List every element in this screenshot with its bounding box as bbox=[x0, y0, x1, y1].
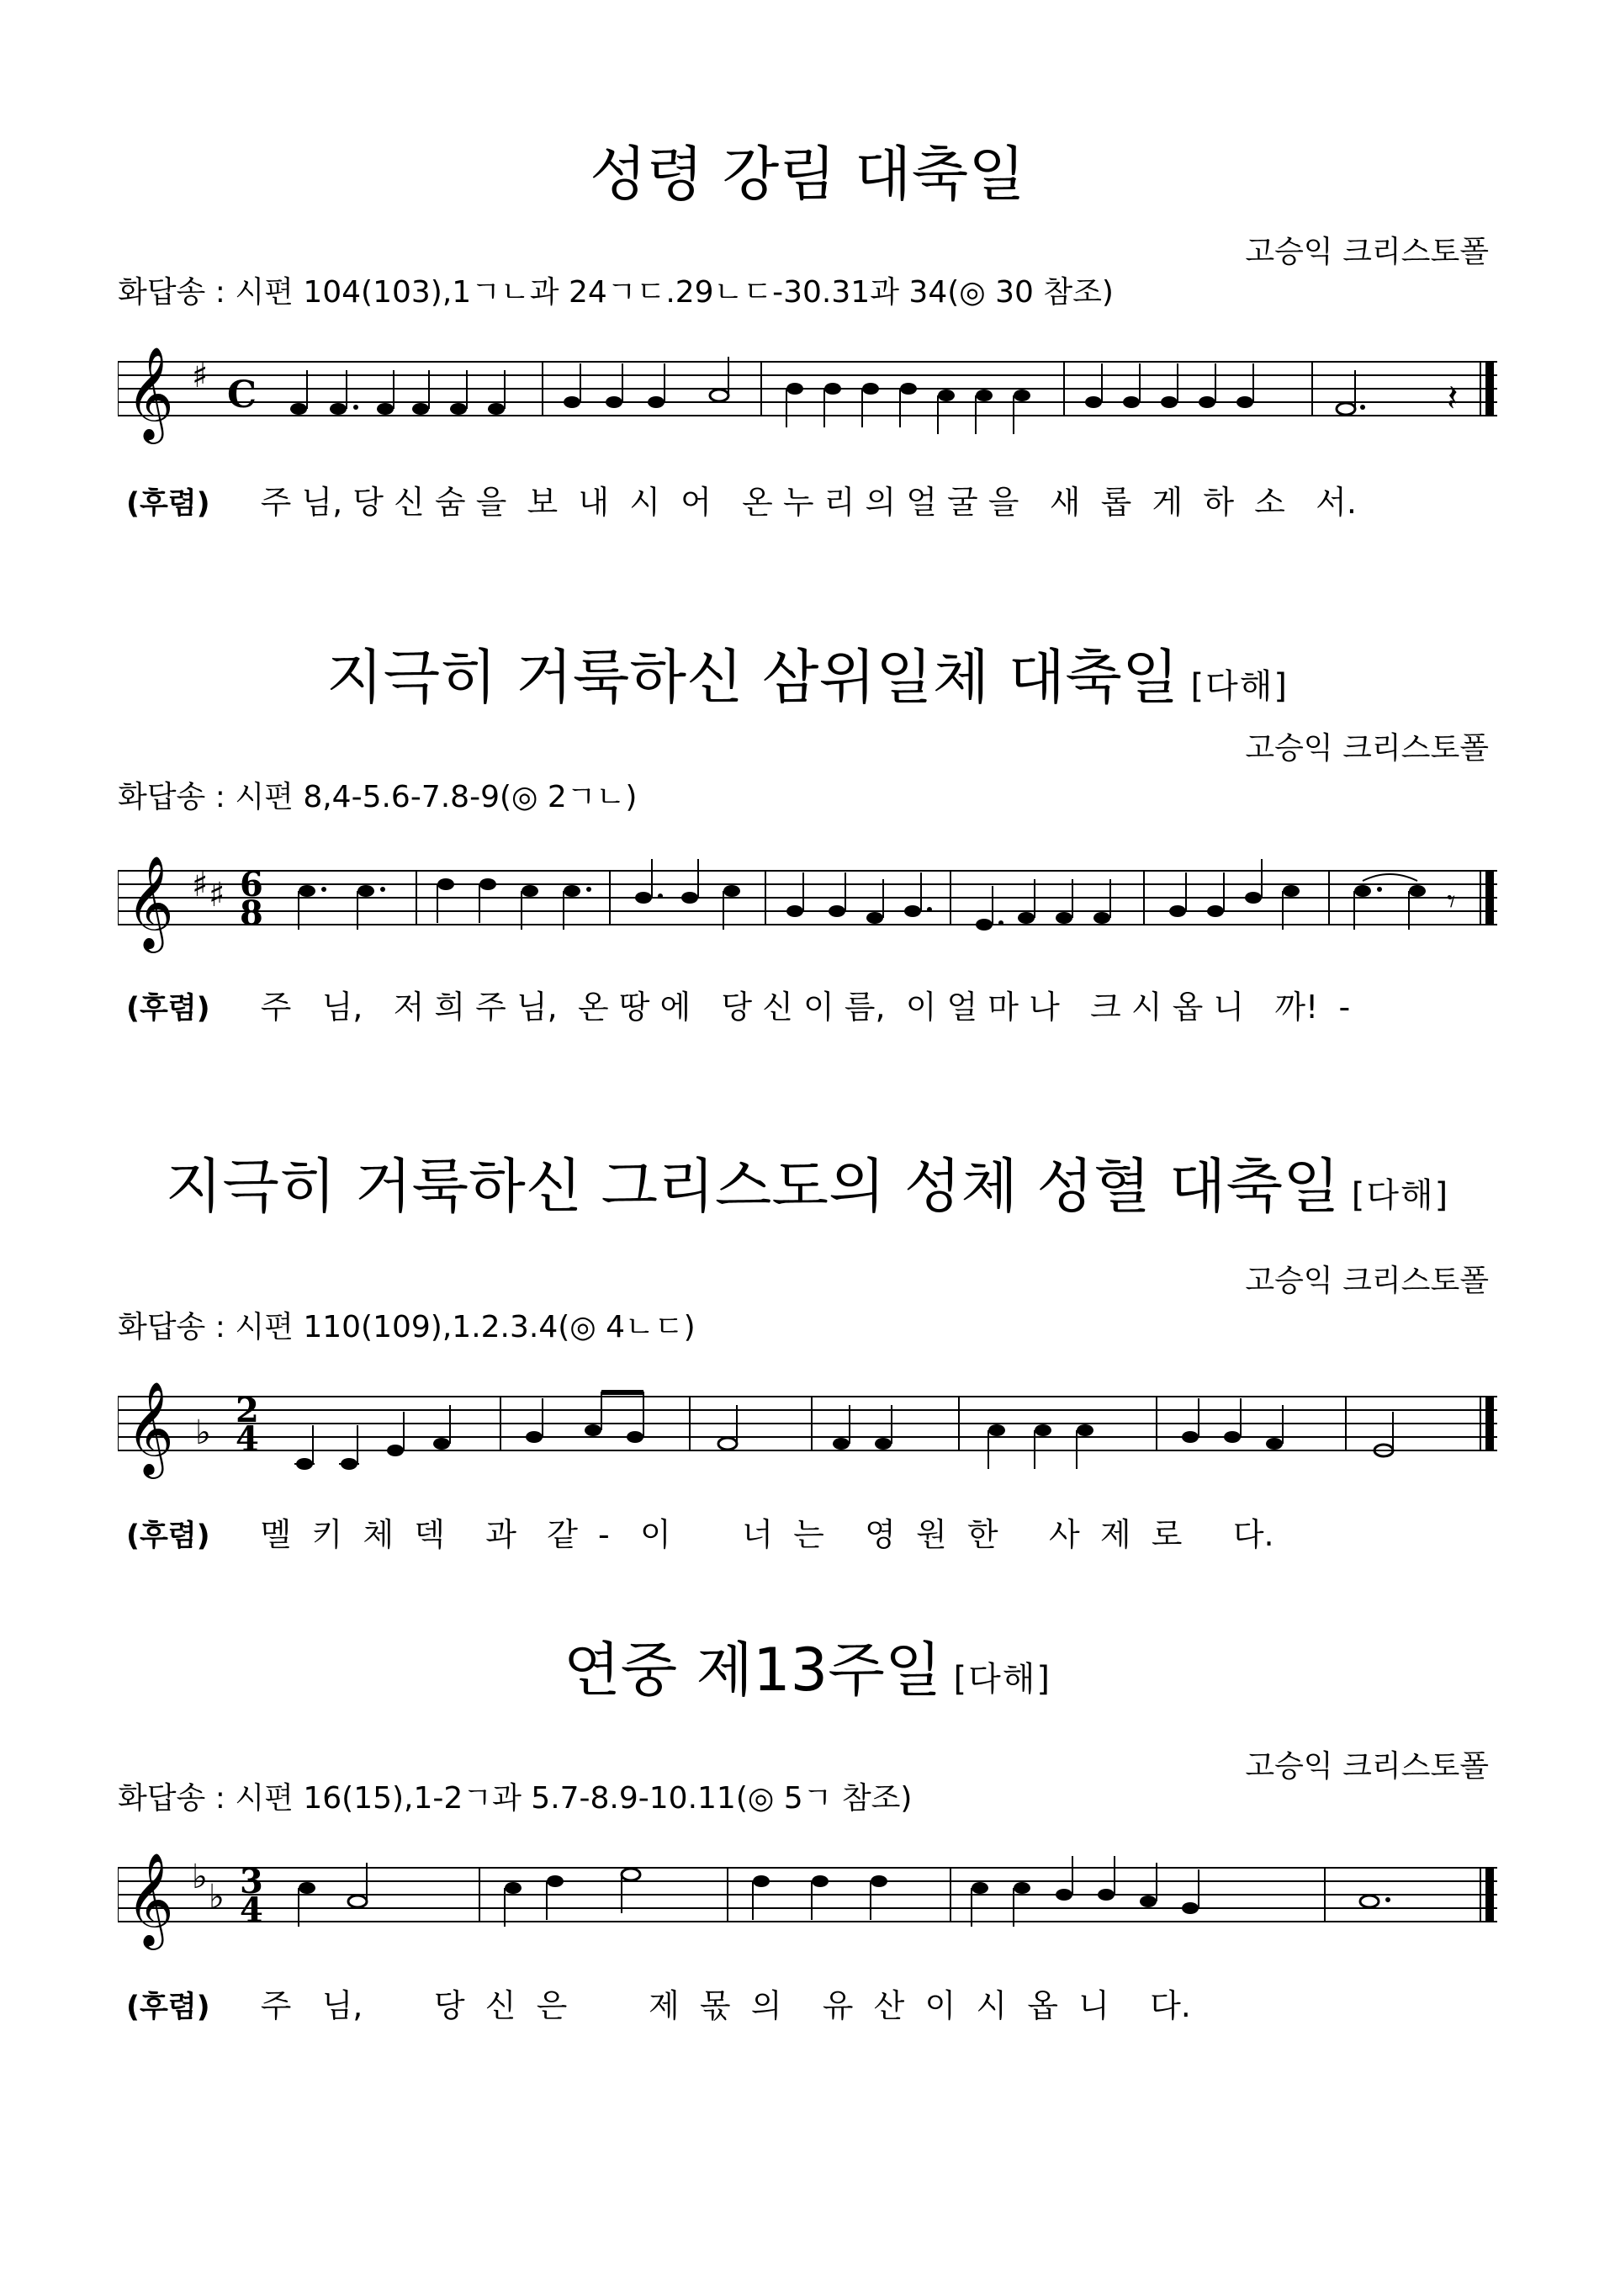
svg-text:4: 4 bbox=[236, 1419, 259, 1459]
music-staff bbox=[118, 1371, 1497, 1514]
treble-clef-icon: 𝄞 bbox=[126, 1852, 174, 1946]
song-title: 성령 강림 대축일 bbox=[590, 140, 1025, 209]
svg-text:𝄽: 𝄽 bbox=[1447, 377, 1459, 420]
lyrics-line: (후렴) 주 님, 당 신 숨 을 보 내 시 어 온 누 리 의 얼 굴 을 새 롭 게 하 소 서. bbox=[126, 484, 1357, 521]
psalm-reference: 화답송 : 시편 110(109),1.2.3.4(◎ 4ㄴㄷ) bbox=[118, 1310, 696, 1344]
svg-text:8: 8 bbox=[240, 893, 263, 933]
svg-text:♯: ♯ bbox=[209, 876, 225, 915]
composer: 고승익 크리스토폴 bbox=[1245, 1264, 1489, 1298]
svg-text:6: 6 bbox=[240, 865, 263, 904]
svg-text:C: C bbox=[227, 374, 257, 416]
svg-text:𝄾: 𝄾 bbox=[1447, 883, 1456, 921]
lyrics-line: (후렴) 주 님, 당 신 은 제 몫 의 유 산 이 시 옵 니 다. bbox=[126, 1987, 1191, 2024]
composer: 고승익 크리스토폴 bbox=[1245, 1749, 1489, 1784]
lyrics-line: (후렴) 주 님, 저 희 주 님, 온 땅 에 당 신 이 름, 이 얼 마 나 크 시 옵 니 까! - bbox=[126, 989, 1351, 1026]
song-title: 지극히 거룩하신 삼위일체 대축일 [다해] bbox=[326, 643, 1289, 712]
refrain-label: (후렴) bbox=[126, 992, 210, 1026]
refrain-label: (후렴) bbox=[126, 487, 210, 521]
composer: 고승익 크리스토폴 bbox=[1245, 235, 1489, 269]
svg-text:♭: ♭ bbox=[209, 1878, 225, 1917]
music-staff bbox=[118, 1843, 1497, 1986]
svg-text:♭: ♭ bbox=[195, 1413, 211, 1452]
refrain-label: (후렴) bbox=[126, 1519, 210, 1553]
psalm-reference: 화답송 : 시편 104(103),1ㄱㄴ과 24ㄱㄷ.29ㄴㄷ-30.31과 34(◎ 30 참조) bbox=[118, 275, 1114, 310]
svg-text:4: 4 bbox=[240, 1890, 263, 1930]
treble-clef-icon: 𝄞 bbox=[126, 346, 174, 440]
svg-text:2: 2 bbox=[236, 1391, 259, 1430]
composer: 고승익 크리스토폴 bbox=[1245, 731, 1489, 766]
lyrics-line: (후렴) 멜 키 체 덱 과 같 - 이 너 는 영 원 한 사 제 로 다. bbox=[126, 1516, 1274, 1553]
cycle-tag: [다해] bbox=[1351, 1176, 1450, 1215]
psalm-reference: 화답송 : 시편 16(15),1-2ㄱ과 5.7-8.9-10.11(◎ 5ㄱ 참조) bbox=[118, 1781, 913, 1816]
cycle-tag: [다해] bbox=[1190, 667, 1289, 706]
svg-text:♯: ♯ bbox=[192, 357, 209, 395]
refrain-label: (후렴) bbox=[126, 1991, 210, 2024]
svg-text:♭: ♭ bbox=[192, 1858, 208, 1896]
song-title: 연중 제13주일 [다해] bbox=[564, 1636, 1051, 1705]
music-staff bbox=[118, 337, 1497, 480]
cycle-tag: [다해] bbox=[953, 1660, 1051, 1699]
treble-clef-icon: 𝄞 bbox=[126, 855, 174, 949]
song-title: 지극히 거룩하신 그리스도의 성체 성혈 대축일 [다해] bbox=[165, 1152, 1450, 1221]
svg-text:3: 3 bbox=[240, 1862, 263, 1901]
psalm-reference: 화답송 : 시편 8,4-5.6-7.8-9(◎ 2ㄱㄴ) bbox=[118, 780, 638, 814]
music-staff bbox=[118, 846, 1497, 989]
svg-text:♯: ♯ bbox=[192, 866, 209, 904]
treble-clef-icon: 𝄞 bbox=[126, 1381, 174, 1475]
